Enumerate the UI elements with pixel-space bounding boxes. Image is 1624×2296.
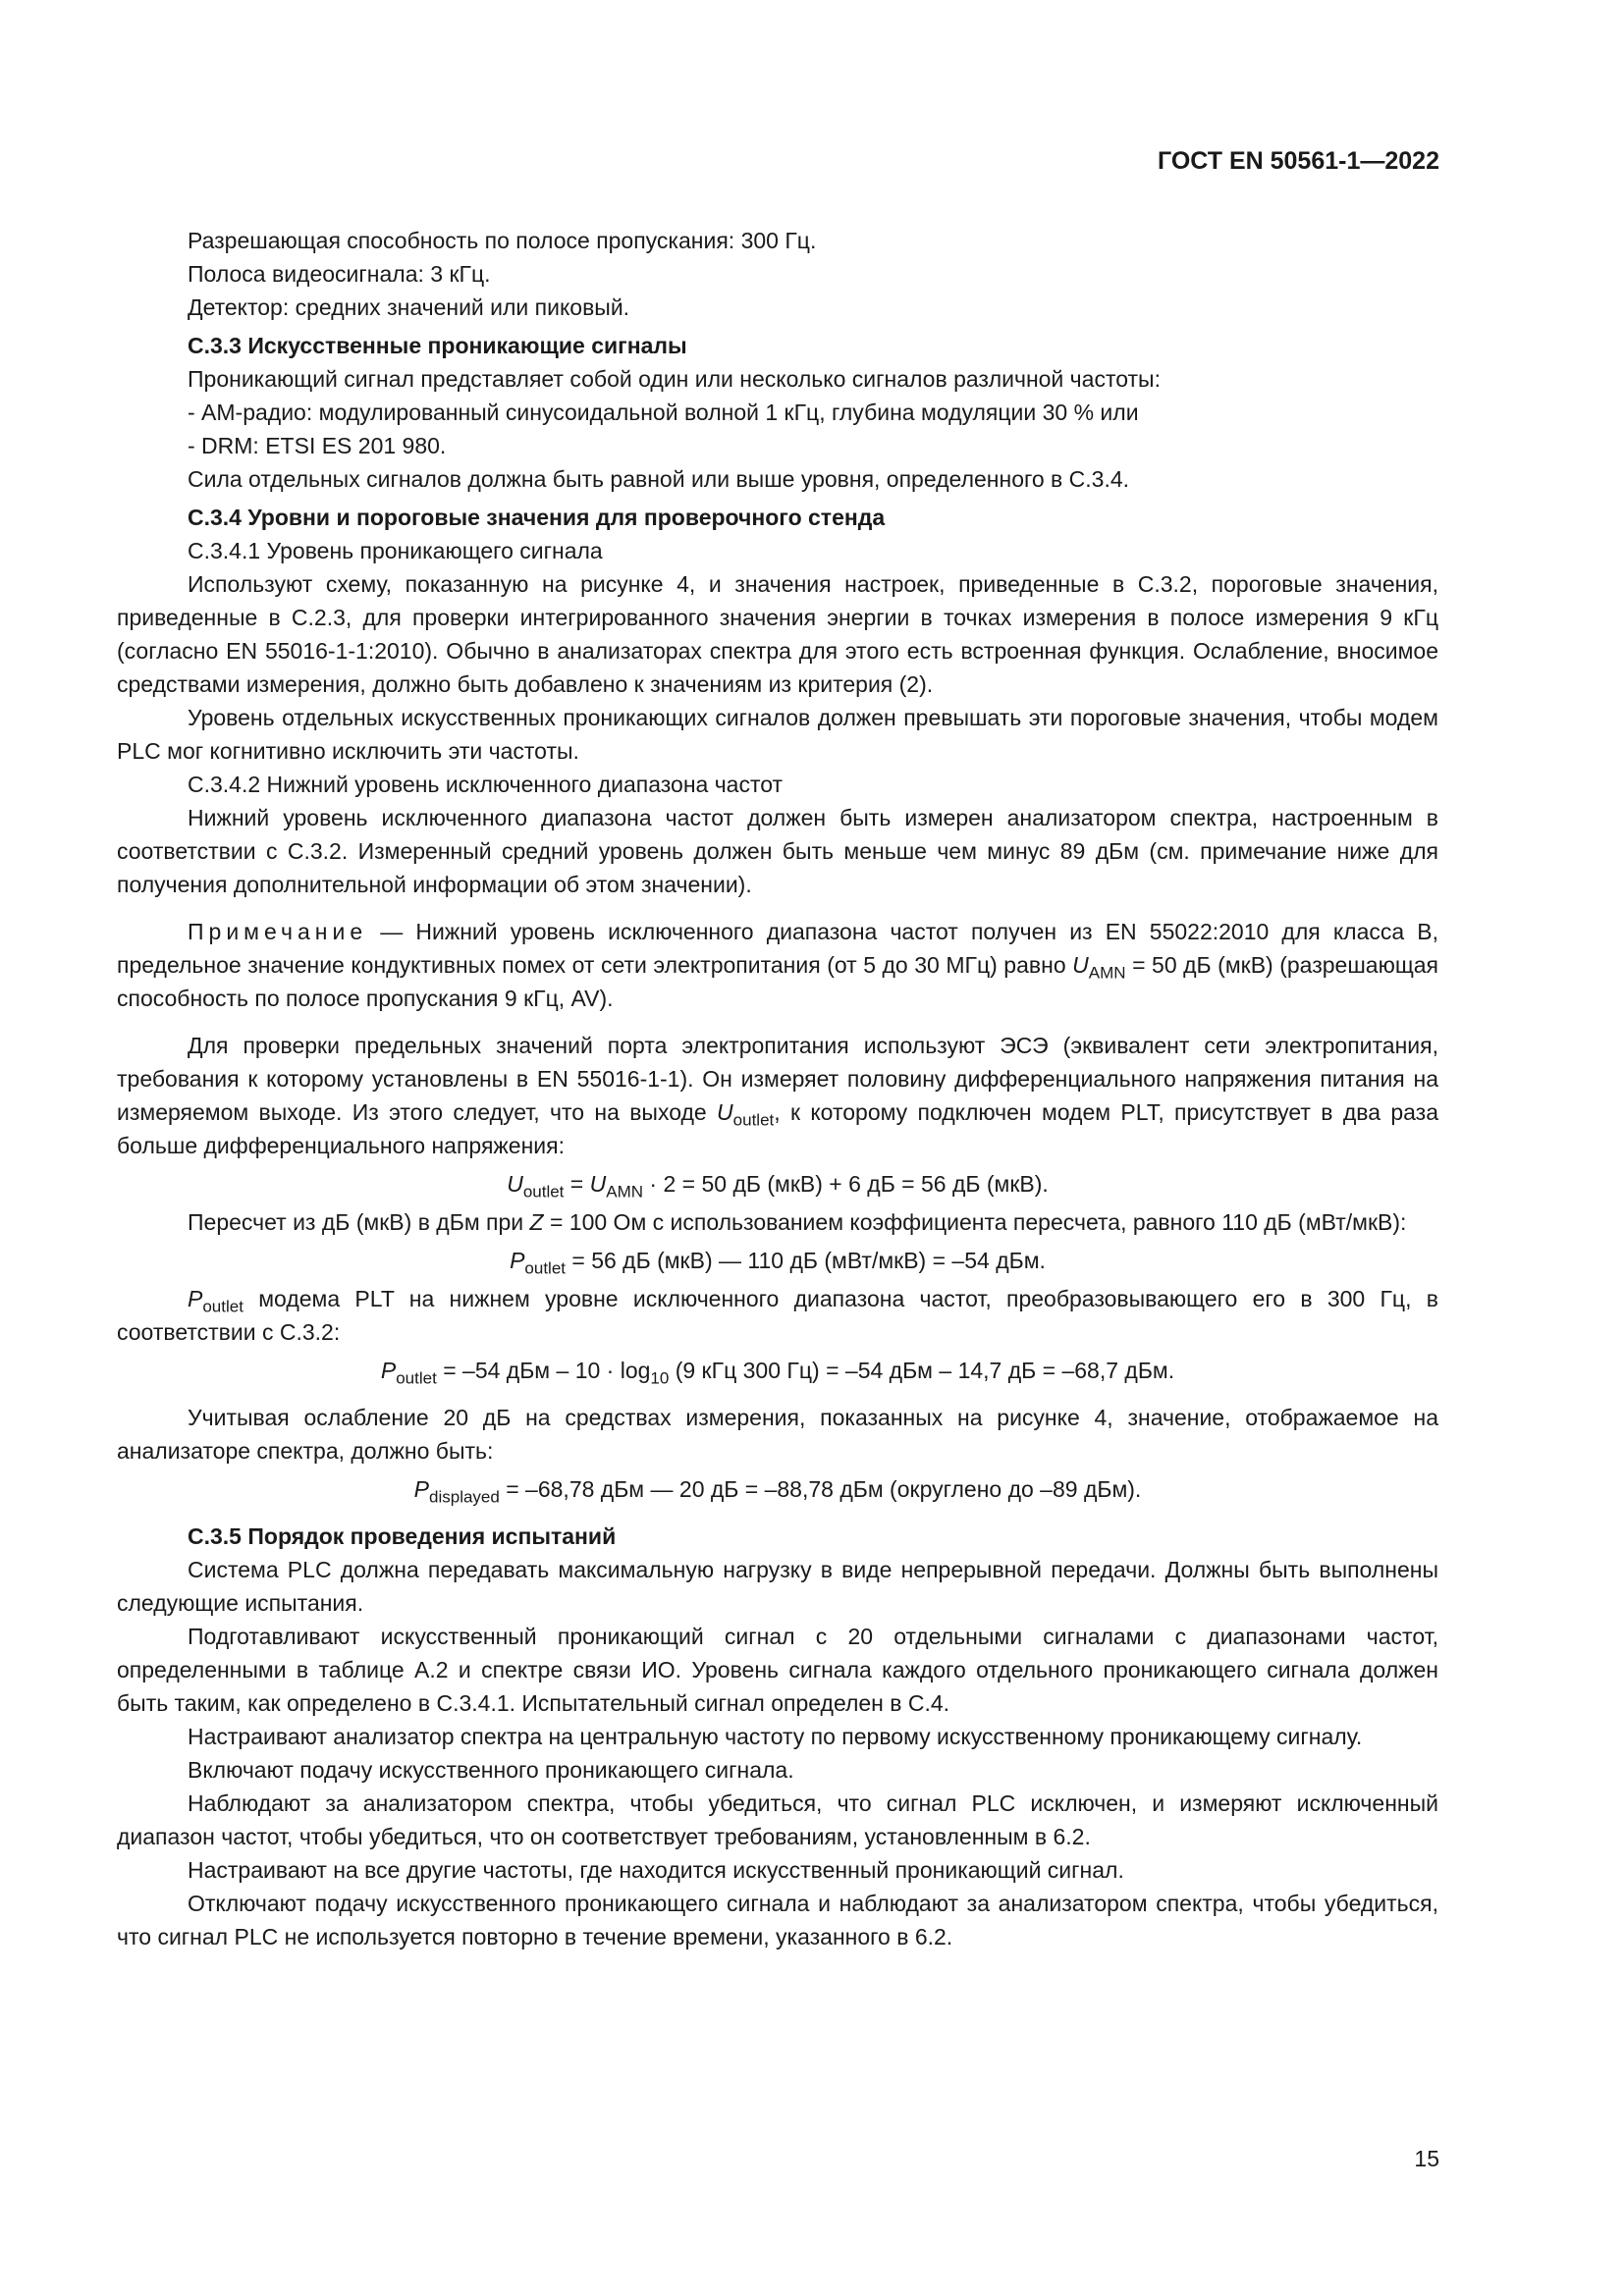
formula-p-displayed: $P_{displayed} = -68,78$ дБм — 20 дБ = –88,78 дБм (округлено до –89 дБм). — [413, 1476, 1142, 1507]
paragraph: $P_{outlet}$ модема PLT на нижнем уровне исключенного диапазона частот, преобразовывающего его в 300 Гц, в соответствии с С.3.2: — [117, 1286, 1438, 1345]
section-heading-c35: С.3.5 Порядок проведения испытаний — [188, 1523, 617, 1549]
paragraph: Настраивают на все другие частоты, где находится искусственный проникающий сигнал. — [188, 1857, 1124, 1883]
paragraph: Наблюдают за анализатором спектра, чтобы убедиться, что сигнал PLC исключен, и измеряют исключенный диапазон частот, чтобы убедиться, что он соответствует требованиям, установленным в 6.2. — [117, 1790, 1438, 1849]
paragraph: Нижний уровень исключенного диапазона частот должен быть измерен анализатором спектра, настроенным в соответствии с С.3.2. Измеренный средний уровень должен быть меньше чем минус 89 дБм (см. примечание ниже для получения дополнительной информации об этом значении). — [117, 805, 1438, 897]
list-item: - АМ-радио: модулированный синусоидальной волной 1 кГц, глубина модуляции 30 % или — [188, 400, 1139, 425]
subsection-heading: С.3.4.1 Уровень проникающего сигнала — [188, 538, 603, 563]
paragraph: Для проверки предельных значений порта электропитания используют ЭСЭ (эквивалент сети электропитания, требования к которому установлены в EN 55016-1-1). Он измеряет половину дифференциального напряжения питания на измеряемом выходе. Из этого следует, что на выходе $U_{outlet}$, к которому подключен модем PLT, присутствует в два раза больше дифференциального напряжения: — [117, 1033, 1438, 1158]
paragraph: Проникающий сигнал представляет собой один или несколько сигналов различной частоты: — [188, 366, 1161, 392]
paragraph: Уровень отдельных искусственных проникающих сигналов должен превышать эти пороговые значения, чтобы модем PLC мог когнитивно исключить эти частоты. — [117, 705, 1438, 764]
note: Примечание — Нижний уровень исключенного диапазона частот получен из EN 55022:2010 для класса B, предельное значение кондуктивных помех от сети электропитания (от 5 до 30 МГц) равно $U_{AMN} = 50$ дБ (мкВ) (разрешающая способность по полосе пропускания 9 кГц, AV). — [117, 919, 1438, 1011]
paragraph: Используют схему, показанную на рисунке 4, и значения настроек, приведенные в С.3.2, пороговые значения, приведенные в С.2.3, для проверки интегрированного значения энергии в точках измерения в полосе измерения 9 кГц (согласно EN 55016-1-1:2010). Обычно в анализаторах спектра для этого есть встроенная функция. Ослабление, вносимое средствами измерения, должно быть добавлено к значениям из критерия (2). — [117, 571, 1438, 697]
list-item: - DRM: ETSI ES 201 980. — [188, 433, 447, 458]
page-number: 15 — [1414, 2146, 1439, 2171]
paragraph: Сила отдельных сигналов должна быть равной или выше уровня, определенного в С.3.4. — [188, 466, 1130, 492]
section-heading-c34: С.3.4 Уровни и пороговые значения для проверочного стенда — [188, 505, 886, 530]
subsection-heading: С.3.4.2 Нижний уровень исключенного диапазона частот — [188, 772, 784, 797]
paragraph: Подготавливают искусственный проникающий сигнал с 20 отдельными сигналами с диапазонами частот, определенными в таблице А.2 и спектре связи ИО. Уровень сигнала каждого отдельного проникающего сигнала должен быть таким, как определено в С.3.4.1. Испытательный сигнал определен в С.4. — [117, 1624, 1438, 1716]
formula-p-outlet-2: $P_{outlet} = -54$ дБм – $10 \cdot \log_{10} (9$ кГц 300 Гц) = –54 дБм – 14,7 дБ = –68,7 дБм. — [380, 1358, 1175, 1388]
paragraph: Включают подачу искусственного проникающего сигнала. — [188, 1757, 794, 1783]
paragraph: Полоса видеосигнала: 3 кГц. — [188, 261, 491, 287]
paragraph: Система PLC должна передавать максимальную нагрузку в виде непрерывной передачи. Должны быть выполнены следующие испытания. — [117, 1557, 1438, 1616]
document-header: ГОСТ EN 50561-1—2022 — [1158, 147, 1439, 175]
formula-u-outlet: $U_{outlet} = U_{AMN} \cdot 2 = 50$ дБ (мкВ) + 6 дБ = 56 дБ (мкВ). — [507, 1171, 1049, 1201]
paragraph: Разрешающая способность по полосе пропускания: 300 Гц. — [188, 228, 817, 253]
paragraph: Учитывая ослабление 20 дБ на средствах измерения, показанных на рисунке 4, значение, отображаемое на анализаторе спектра, должно быть: — [117, 1405, 1438, 1464]
paragraph: Настраивают анализатор спектра на центральную частоту по первому искусственному проникающему сигналу. — [188, 1724, 1363, 1749]
section-heading-c33: С.3.3 Искусственные проникающие сигналы — [188, 333, 687, 358]
page-body — [117, 224, 1438, 1953]
note-label: Примечание — [188, 919, 368, 944]
paragraph: Пересчет из дБ (мкВ) в дБм при Z = 100 Ом с использованием коэффициента пересчета, равного 110 дБ (мВт/мкВ): — [188, 1209, 1407, 1235]
formula-p-outlet-1: $P_{outlet} = 56$ дБ (мкВ) — 110 дБ (мВт/мкВ) = –54 дБм. — [510, 1248, 1046, 1278]
paragraph: Отключают подачу искусственного проникающего сигнала и наблюдают за анализатором спектра, чтобы убедиться, что сигнал PLC не используется повторно в течение времени, указанного в 6.2. — [117, 1891, 1438, 1949]
paragraph: Детектор: средних значений или пиковый. — [188, 294, 630, 320]
